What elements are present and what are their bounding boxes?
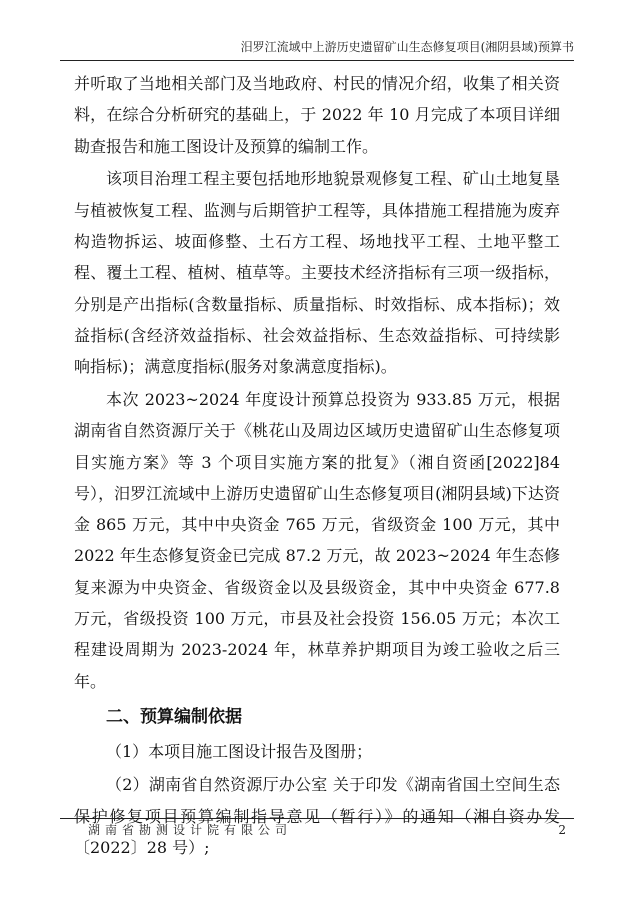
basis-item-2: （2）湖南省自然资源厅办公室 关于印发《湖南省国土空间生态保护修复项目预算编制指导意见（暂行）》的通知（湘自资办发〔2022〕28 号）; [74, 775, 560, 857]
section-heading: 二、预算编制依据 [106, 707, 242, 728]
document-title: 汨罗江流域中上游历史遗留矿山生态修复项目(湘阴县域)预算书 [240, 40, 574, 54]
basis-item-1: （1）本项目施工图设计报告及图册； [106, 742, 373, 762]
paragraph-treatment-works: 该项目治理工程主要包括地形地貌景观修复工程、矿山土地复垦与植被恢复工程、监测与后期管护工程等，具体措施工程措施为废弃构造物拆运、坡面修整、土石方工程、场地找平工程、土地平整工程、覆土工程、植树、植草等。主要技术经济指标有三项一级指标，分别是产出指标(含数量指标、质量指标、时效指标、成本指标)；效益指标(含经济效益指标、社会效益指标、生态效益指标、可持续影响指标)；满意度指标(服务对象满意度指标)。 [74, 169, 560, 377]
page-header [60, 38, 574, 61]
footer-organization: 湖南省勘测设计院有限公司 [88, 823, 293, 837]
page-footer [60, 818, 574, 837]
document-body [74, 68, 560, 865]
paragraph-investment: 本次 2023~2024 年度设计预算总投资为 933.85 万元，根据湖南省自然资源厅关于《桃花山及周边区域历史遗留矿山生态修复项目实施方案》等 3 个项目实施方案的批复》（湘自资函[2022]84 号），汨罗江流域中上游历史遗留矿山生态修复项目(湘阴县域)下达资金 865 万元，其中中央资金 765 万元，省级资金 100 万元，其中 2022 年生态修复资金已完成 87.2 万元，故 2023~2024 年生态修复来源为中央资金、省级资金以及县级资金，其中中央资金 677.8 万元，省级投资 100 万元，市县及社会投资 156.05 万元；本次工程建设周期为 2023-2024 年，林草养护期项目为竣工验收之后三年。 [74, 389, 560, 691]
page-number: 2 [558, 823, 566, 837]
paragraph-continuation: 并听取了当地相关部门及当地政府、村民的情况介绍，收集了相关资料，在综合分析研究的基础上，于 2022 年 10 月完成了本项目详细勘查报告和施工图设计及预算的编制工作。 [74, 74, 560, 156]
